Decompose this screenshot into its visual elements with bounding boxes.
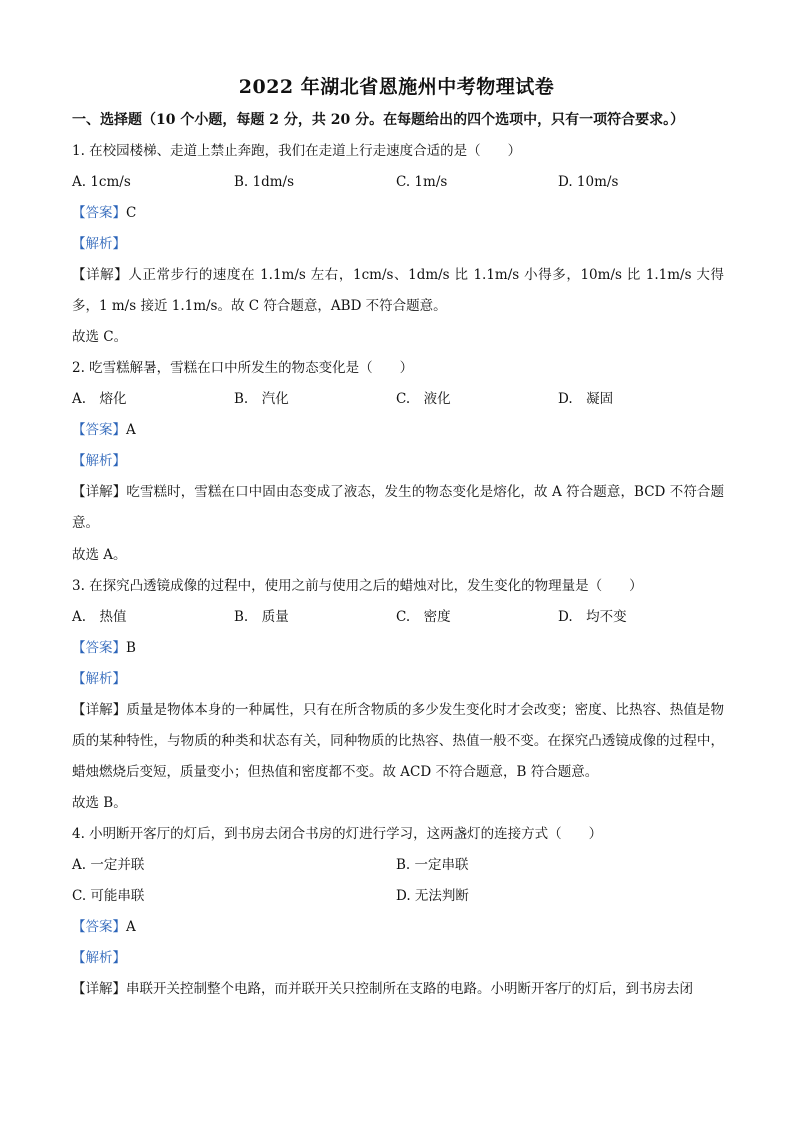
detail-text: 人正常步行的速度在 1.1m/s 左右，1cm/s、1dm/s 比 1.1m/s 小得多，10m/s 比 1.1m/s 大得多，1 m/s 接近 1.1m/s。故 C 符合题意，ABD 不符合题意。 [72,267,725,314]
option-d: D. 10m/s [558,174,619,190]
option-d: D. 无法判断 [396,888,469,904]
option-b: B. 一定串联 [396,857,469,873]
answer-label: 【答案】 [72,919,126,935]
question-1-stem: 1. 在校园楼梯、走道上禁止奔跑，我们在走道上行走速度合适的是（ ） [72,143,522,159]
detail-label: 【详解】 [72,267,129,283]
option-a: A. 熔化 [72,391,127,407]
option-b: B. 质量 [234,609,289,625]
question-2-options [72,389,732,409]
question-3-answer [72,638,732,658]
question-1-analysis-label [72,234,732,254]
section-heading: 一、选择题（10 个小题，每题 2 分，共 20 分。在每题给出的四个选项中，只有一项符合要求。） [72,112,685,128]
answer-value: A [126,919,136,935]
option-c: C. 1m/s [396,174,448,190]
option-b: B. 汽化 [234,391,289,407]
answer-label: 【答案】 [72,205,126,221]
detail-text: 吃雪糕时，雪糕在口中固由态变成了液态，发生的物态变化是熔化，故 A 符合题意，BCD 不符合题意。 [72,484,725,531]
question-3-stem: 3. 在探究凸透镜成像的过程中，使用之前与使用之后的蜡烛对比，发生变化的物理量是（ ） [72,578,643,594]
question-1-answer [72,203,732,223]
question-2-detail [72,477,724,539]
option-c: C. 可能串联 [72,888,145,904]
question-3-conclusion: 故选 B。 [72,795,127,811]
question-4-analysis-label [72,948,732,968]
option-c: C. 液化 [396,391,451,407]
analysis-label: 【解析】 [72,950,126,966]
option-b: B. 1dm/s [234,174,295,190]
analysis-label: 【解析】 [72,671,126,687]
question-4-stem: 4. 小明断开客厅的灯后，到书房去闭合书房的灯进行学习，这两盏灯的连接方式（ ） [72,826,603,842]
answer-value: C [126,205,137,221]
answer-label: 【答案】 [72,422,126,438]
analysis-label: 【解析】 [72,236,126,252]
answer-value: B [126,640,136,656]
detail-text: 质量是物体本身的一种属性，只有在所含物质的多少发生变化时才会改变；密度、比热容、热值是物质的某种特性，与物质的种类和状态有关，同种物质的比热容、热值一般不变。在探究凸透镜成像的过程中，蜡烛燃烧后变短，质量变小；但热值和密度都不变。故 ACD 不符合题意，B 符合题意。 [72,702,725,780]
option-c: C. 密度 [396,609,451,625]
question-4-options-row-1 [72,855,732,875]
question-4-detail [72,979,732,999]
option-a: A. 热值 [72,609,127,625]
question-4-answer [72,917,732,937]
detail-label: 【详解】 [72,702,127,718]
question-3-detail [72,695,724,788]
page-title: 2022 年湖北省恩施州中考物理试卷 [238,76,555,98]
question-2-conclusion: 故选 A。 [72,547,127,563]
detail-label: 【详解】 [72,981,126,997]
detail-text: 串联开关控制整个电路，而并联开关只控制所在支路的电路。小明断开客厅的灯后，到书房去闭 [126,981,693,997]
analysis-label: 【解析】 [72,453,126,469]
question-1-conclusion: 故选 C。 [72,329,128,345]
question-3-analysis-label [72,669,732,689]
question-1-detail [72,260,724,322]
option-d: D. 凝固 [558,391,614,407]
question-2-answer [72,420,732,440]
option-a: A. 一定并联 [72,857,145,873]
detail-label: 【详解】 [72,484,127,500]
answer-label: 【答案】 [72,640,126,656]
answer-value: A [126,422,136,438]
question-2-stem: 2. 吃雪糕解暑，雪糕在口中所发生的物态变化是（ ） [72,360,414,376]
question-1-options [72,172,732,192]
question-2-analysis-label [72,451,732,471]
question-4-options-row-2 [72,886,732,906]
option-a: A. 1cm/s [72,174,131,190]
question-3-options [72,607,732,627]
option-d: D. 均不变 [558,609,627,625]
